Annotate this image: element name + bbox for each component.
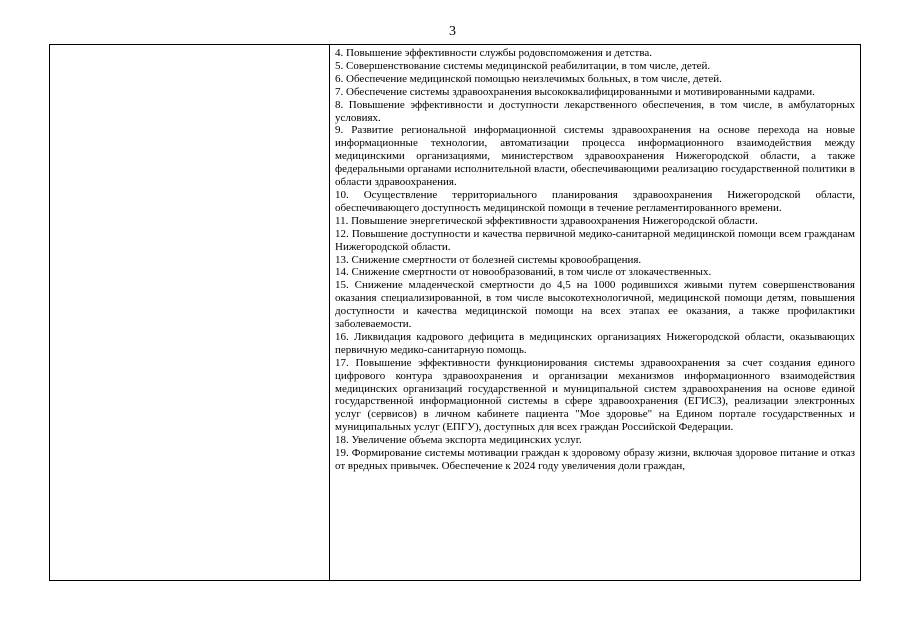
list-item: 7. Обеспечение системы здравоохранения высококвалифицированными и мотивированными кадрами. bbox=[335, 85, 815, 98]
list-item: 11. Повышение энергетической эффективности здравоохранения Нижегородской области. bbox=[335, 214, 758, 227]
list-item: 4. Повышение эффективности службы родовспоможения и детства. bbox=[335, 47, 653, 59]
list-item: 18. Увеличение объема экспорта медицинских услуг. bbox=[335, 434, 582, 447]
list-item: 19. Формирование системы мотивации граждан к здоровому образу жизни, включая здоровое питание и отказ от вредных привычек. Обеспечение к 2024 году увеличения доли граждан, bbox=[335, 447, 855, 472]
list-item: 14. Снижение смертности от новообразований, в том числе от злокачественных. bbox=[335, 266, 712, 279]
document-table bbox=[49, 44, 861, 581]
list-item: 13. Снижение смертности от болезней системы кровообращения. bbox=[335, 253, 642, 266]
list-item: 12. Повышение доступности и качества первичной медико-санитарной медицинской помощи всем гражданам Нижегородской области. bbox=[335, 227, 855, 253]
page-number: 3 bbox=[449, 24, 456, 39]
list-item: 15. Снижение младенческой смертности до 4,5 на 1000 родившихся живыми путем совершенствования оказания специализированной, в том числе высокотехнологичной, медицинской помощи детям, повышения доступности и качества медицинской помощи на всех этапах ее оказания, а также профилактики заболеваемости. bbox=[335, 279, 855, 331]
table-left-column bbox=[50, 45, 330, 580]
list-item: 9. Развитие региональной информационной системы здравоохранения на основе перехода на новые информационные технологии, автоматизации процесса информационного взаимодействия между медицинскими организациями, министерством здравоохранения Нижегородской области, а также федеральными органами исполнительной власти, обеспечивающими реализацию государственной политики в области здравоохранения. bbox=[335, 124, 855, 189]
table-right-column bbox=[330, 45, 860, 580]
list-item: 6. Обеспечение медицинской помощью неизлечимых больных, в том числе, детей. bbox=[335, 72, 722, 85]
list-item: 17. Повышение эффективности функционирования системы здравоохранения за счет создания единого цифрового контура здравоохранения и организации механизмов информационного взаимодействия медицинских организаций государственной и муниципальной систем здравоохранения на основе единой государственной информационной системы в сфере здравоохранения (ЕГИСЗ), реализации электронных услуг (сервисов) в личном кабинете пациента "Мое здоровье" на Едином портале государственных и муниципальных услуг (ЕПГУ), доступных для всех граждан Российской Федерации. bbox=[335, 356, 855, 434]
list-item: 16. Ликвидация кадрового дефицита в медицинских организациях Нижегородской области, оказывающих первичную медико-санитарную помощь. bbox=[335, 330, 855, 356]
list-item: 8. Повышение эффективности и доступности лекарственного обеспечения, в том числе, в амбулаторных условиях. bbox=[335, 98, 855, 124]
list-item: 10. Осуществление территориального планирования здравоохранения Нижегородской области, обеспечивающего доступность медицинской помощи в течение регламентированного времени. bbox=[335, 188, 855, 214]
list-item: 5. Совершенствование системы медицинской реабилитации, в том числе, детей. bbox=[335, 59, 711, 72]
